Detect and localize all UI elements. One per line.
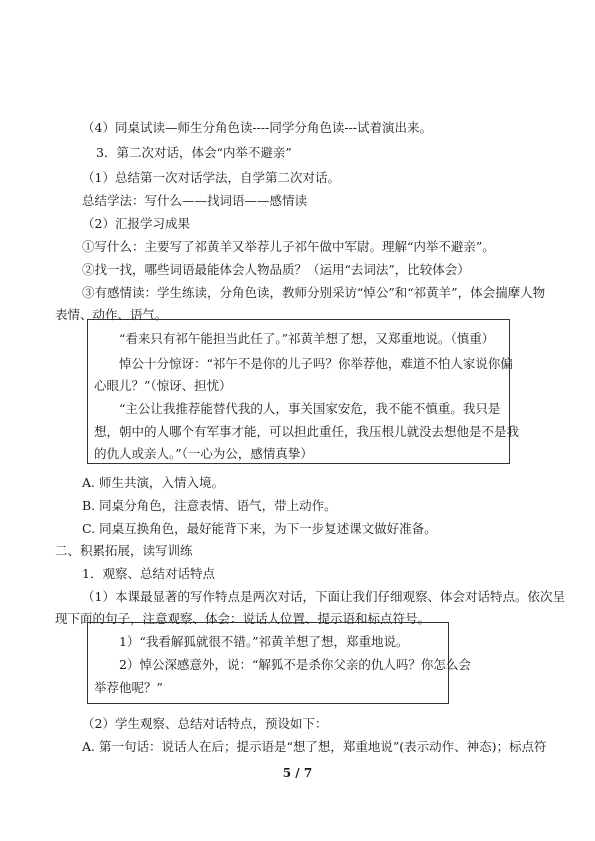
text-line: （2）汇报学习成果: [82, 216, 190, 231]
text-line: C. 同桌互换角色，最好能背下来，为下一步复述课文做好准备。: [82, 521, 437, 536]
box-line: 举荐他呢？”: [94, 680, 163, 695]
text-line: （2）学生观察、总结对话特点，预设如下：: [82, 716, 328, 731]
text-line: 总结学法：写什么——找词语——感情读: [82, 193, 308, 208]
text-line: 二、积累拓展，读写训练: [55, 543, 193, 558]
text-line: ③有感情读：学生练读，分角色读，教师分别采访“悼公”和“祁黄羊”，体会揣摩人物: [82, 285, 546, 300]
box-line: “看来只有祁午能担当此任了。”祁黄羊想了想，又郑重地说。（慎重）: [119, 331, 495, 346]
box-line: “主公让我推荐能替代我的人，事关国家安危，我不能不慎重。我只是: [119, 401, 501, 416]
text-line: 表情、动作、语气。: [55, 307, 168, 322]
text-line: B. 同桌分角色，注意表情、语气，带上动作。: [82, 498, 337, 513]
text-line: 现下面的句子，注意观察、体会：说话人位置、提示语和标点符号。: [55, 611, 431, 626]
box-line: 想，朝中的人哪个有军事才能，可以担此重任，我压根儿就没去想他是不是我: [94, 424, 520, 439]
box-line: 2）悼公深感意外，说：“解狐不是杀你父亲的仇人吗？你怎么会: [119, 657, 471, 672]
text-line: A. 师生共演，入情入境。: [82, 475, 224, 490]
text-line: （4）同桌试读—师生分角色读----同学分角色读---试着演出来。: [82, 120, 433, 135]
box-line: 心眼儿？”（惊讶、担忧）: [94, 378, 232, 393]
box-line: 1）“我看解狐就很不错。”祁黄羊想了想，郑重地说。: [119, 634, 409, 649]
text-line: 1．观察、总结对话特点: [82, 566, 215, 581]
box-line: 的仇人或亲人。”（一心为公，感情真挚）: [94, 446, 313, 461]
text-line: （1）本课最显著的写作特点是两次对话，下面让我们仔细观察、体会对话特点。依次呈: [82, 589, 565, 604]
box-line: 悼公十分惊讶：“祁午不是你的儿子吗？你举荐他，难道不怕人家说你偏: [119, 356, 513, 371]
text-line: ①写什么：主要写了祁黄羊又举荐儿子祁午做中军尉。理解“内举不避亲”。: [82, 239, 495, 254]
text-line: A. 第一句话：说话人在后；提示语是“想了想，郑重地说”(表示动作、神态)；标点符: [82, 739, 547, 754]
text-line: （1）总结第一次对话学法，自学第二次对话。: [82, 170, 340, 185]
text-line: 3．第二次对话，体会“内举不避亲”: [96, 145, 292, 160]
text-line: ②找一找，哪些词语最能体会人物品质？（运用“去词法”，比较体会）: [82, 262, 470, 277]
page-number: 5 / 7: [282, 766, 313, 780]
